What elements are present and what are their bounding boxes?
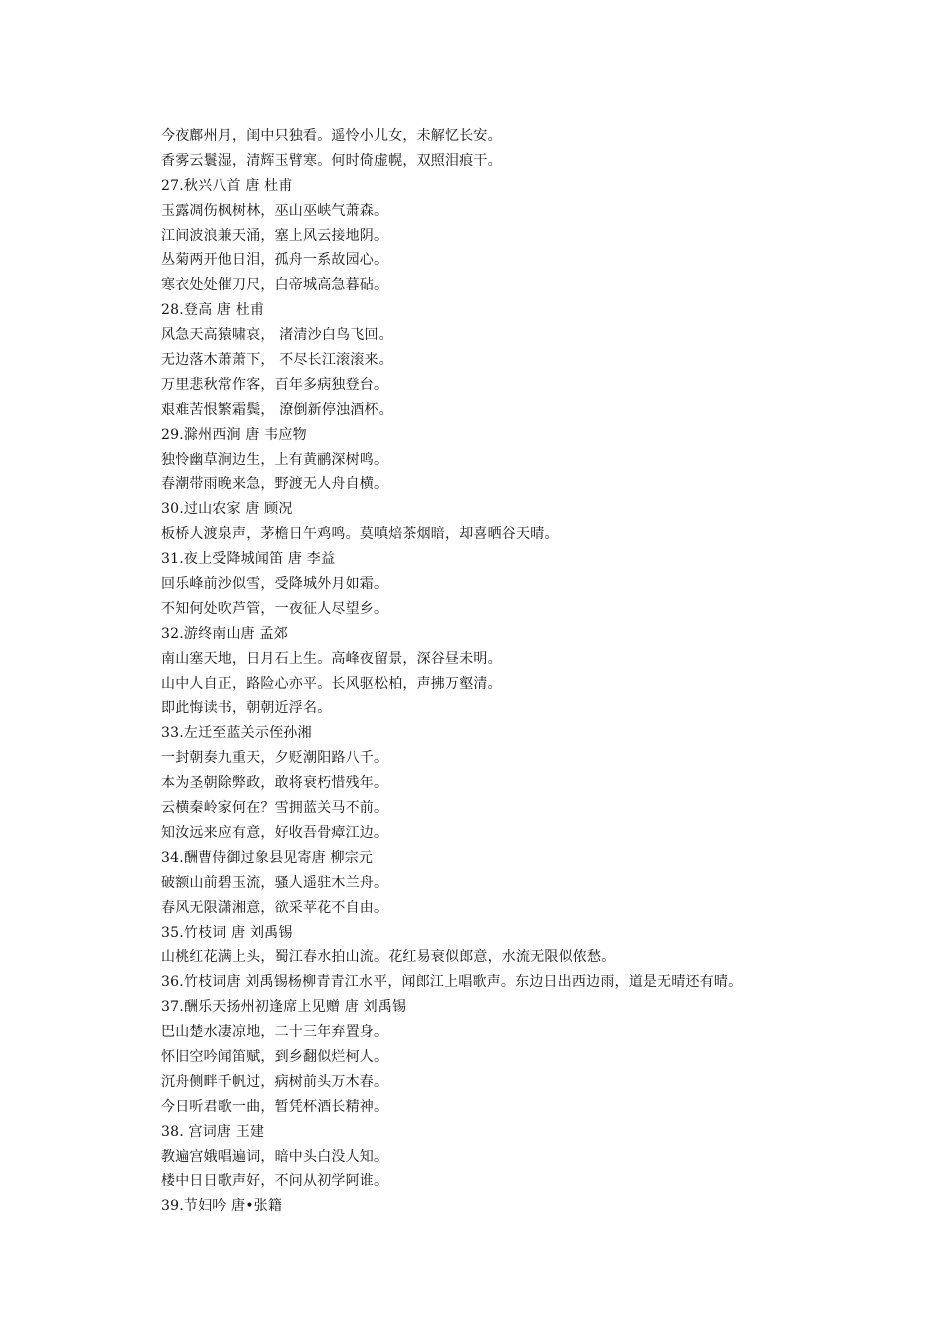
poem-heading: 32.游终南山唐 孟郊 xyxy=(161,625,288,642)
text-line: 巴山楚水凄凉地，二十三年弃置身。 xyxy=(161,1024,389,1041)
poem-heading: 28.登高 唐 杜甫 xyxy=(161,302,265,319)
text-line: 无边落木萧萧下， 不尽长江滚滚来。 xyxy=(161,352,393,369)
text-line: 沉舟侧畔千帆过，病树前头万木春。 xyxy=(161,1073,389,1090)
poem-heading: 35.竹枝词 唐 刘禹锡 xyxy=(161,924,293,941)
poem-text-block xyxy=(161,124,921,1219)
poem-heading: 30.过山农家 唐 顾况 xyxy=(161,501,293,518)
text-line: 破额山前碧玉流，骚人遥驻木兰舟。 xyxy=(161,874,389,891)
poem-heading: 27.秋兴八首 唐 杜甫 xyxy=(161,177,293,194)
text-line: 江间波浪兼天涌，塞上风云接地阴。 xyxy=(161,227,389,244)
poem-heading: 36.竹枝词唐 刘禹锡杨柳青青江水平，闻郎江上唱歌声。东边日出西边雨，道是无晴还有晴。 xyxy=(161,974,743,991)
poem-heading: 29.滁州西涧 唐 韦应物 xyxy=(161,426,307,443)
poem-heading: 33.左迁至蓝关示侄孙湘 xyxy=(161,725,312,742)
text-line: 玉露凋伤枫树林，巫山巫峡气萧森。 xyxy=(161,202,389,219)
text-line: 即此悔读书，朝朝近浮名。 xyxy=(161,700,332,717)
text-line: 不知何处吹芦管，一夜征人尽望乡。 xyxy=(161,600,389,617)
text-line: 教遍宫娥唱遍词，暗中头白没人知。 xyxy=(161,1148,389,1165)
poem-heading: 39.节妇吟 唐•张籍 xyxy=(161,1198,283,1215)
text-line: 独怜幽草涧边生，上有黄鹂深树鸣。 xyxy=(161,451,389,468)
poem-heading: 37.酬乐天扬州初逢席上见赠 唐 刘禹锡 xyxy=(161,999,407,1016)
text-line: 今日听君歌一曲，暂凭杯酒长精神。 xyxy=(161,1098,389,1115)
text-line: 山桃红花满上头，蜀江春水拍山流。花红易衰似郎意，水流无限似侬愁。 xyxy=(161,949,616,966)
text-line: 风急天高猿啸哀， 渚清沙白鸟飞回。 xyxy=(161,327,393,344)
text-line: 回乐峰前沙似雪，受降城外月如霜。 xyxy=(161,576,389,593)
text-line: 南山塞天地，日月石上生。高峰夜留景，深谷昼未明。 xyxy=(161,650,502,667)
text-line: 寒衣处处催刀尺，白帝城高急暮砧。 xyxy=(161,277,389,294)
text-line: 春潮带雨晚来急，野渡无人舟自横。 xyxy=(161,476,389,493)
text-line: 丛菊两开他日泪，孤舟一系故园心。 xyxy=(161,252,389,269)
text-line: 怀旧空吟闻笛赋，到乡翻似烂柯人。 xyxy=(161,1048,389,1065)
text-line: 知汝远来应有意，好收吾骨瘴江边。 xyxy=(161,824,389,841)
text-line: 艰难苦恨繁霜鬓， 潦倒新停浊酒杯。 xyxy=(161,401,393,418)
text-line: 本为圣朝除弊政，敢将衰朽惜残年。 xyxy=(161,775,389,792)
text-line: 春风无限潇湘意，欲采苹花不自由。 xyxy=(161,899,389,916)
poem-heading: 34.酬曹侍御过象县见寄唐 柳宗元 xyxy=(161,849,374,866)
poem-heading: 31.夜上受降城闻笛 唐 李益 xyxy=(161,551,336,568)
text-line: 今夜鄜州月，闺中只独看。遥怜小儿女，未解忆长安。 xyxy=(161,128,502,144)
poem-heading: 38. 宫词唐 王建 xyxy=(161,1123,265,1140)
text-line: 山中人自正，路险心亦平。长风驱松柏，声拂万壑清。 xyxy=(161,675,502,692)
text-line: 板桥人渡泉声，茅檐日午鸡鸣。莫嗔焙茶烟暗，却喜晒谷天晴。 xyxy=(161,526,559,543)
text-line: 香雾云鬟湿，清辉玉臂寒。何时倚虚幌，双照泪痕干。 xyxy=(161,152,502,169)
text-line: 万里悲秋常作客，百年多病独登台。 xyxy=(161,376,389,393)
text-line: 云横秦岭家何在？雪拥蓝关马不前。 xyxy=(161,800,389,817)
text-line: 一封朝奏九重天，夕贬潮阳路八千。 xyxy=(161,750,389,767)
text-line: 楼中日日歌声好，不问从初学阿谁。 xyxy=(161,1173,389,1190)
